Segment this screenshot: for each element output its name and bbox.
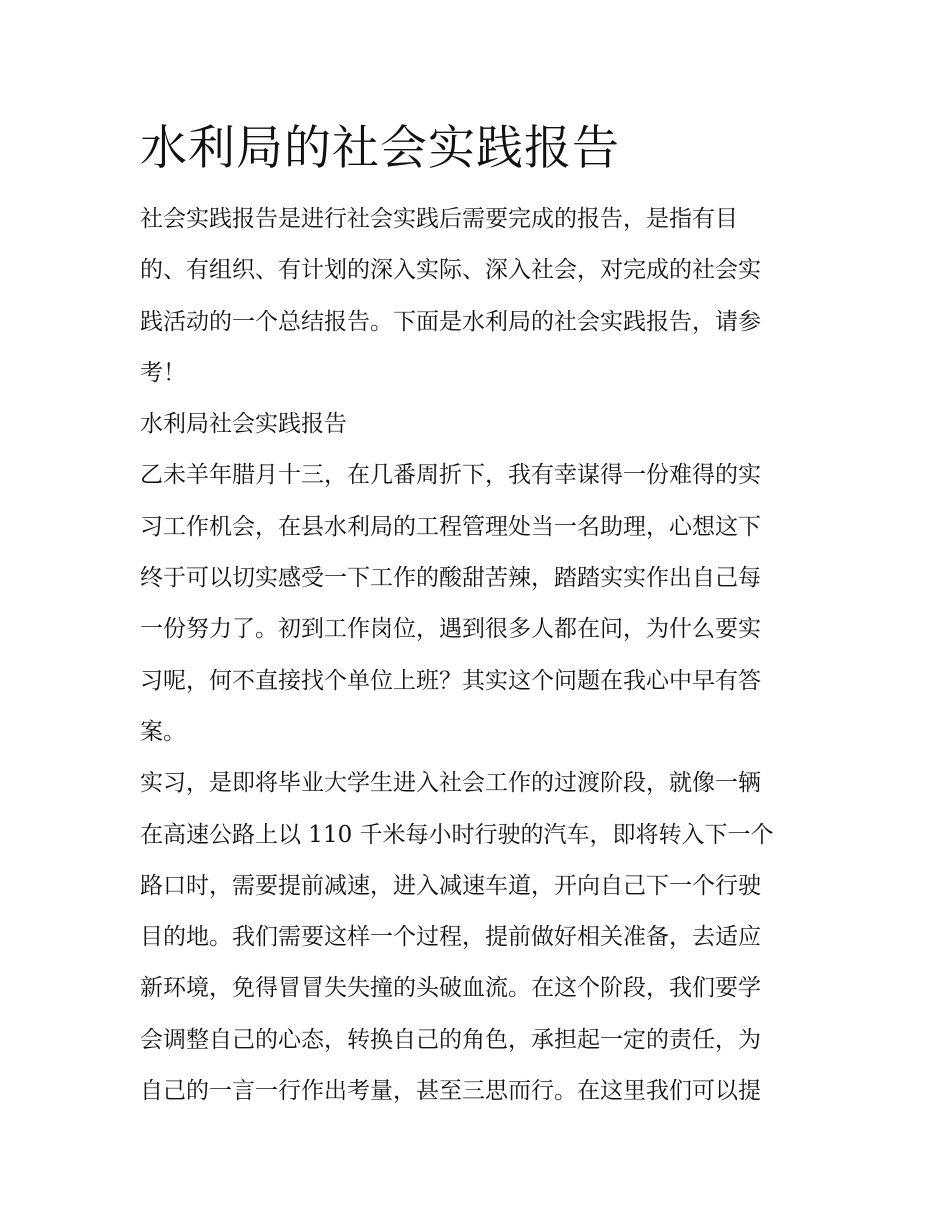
text-line: 实习，是即将毕业大学生进入社会工作的过渡阶段，就像一辆 <box>140 770 761 797</box>
text-line: 考！ <box>140 359 186 386</box>
text-line: 的、有组织、有计划的深入实际、深入社会，对完成的社会实 <box>140 257 761 284</box>
body-paragraph <box>140 758 820 1117</box>
text-line: 在高速公路上以 110 千米每小时行驶的汽车，即将转入下一个 <box>140 821 774 848</box>
text-line: 新环境，免得冒冒失失撞的头破血流。在这个阶段，我们要学 <box>140 975 761 1002</box>
text-line: 案。 <box>140 718 186 745</box>
text-line: 社会实践报告是进行社会实践后需要完成的报告，是指有目 <box>140 206 738 232</box>
text-line: 践活动的一个总结报告。下面是水利局的社会实践报告，请参 <box>140 308 761 335</box>
text-line: 自己的一言一行作出考量，甚至三思而行。在这里我们可以提 <box>140 1078 761 1105</box>
text-line: 习呢，何不直接找个单位上班？其实这个问题在我心中早有答 <box>140 667 761 694</box>
text-line: 会调整自己的心态，转换自己的角色，承担起一定的责任，为 <box>140 1026 761 1053</box>
text-line: 目的地。我们需要这样一个过程，提前做好相关准备，去适应 <box>140 924 761 951</box>
document-content <box>140 118 820 1117</box>
document-body <box>140 194 820 1117</box>
body-paragraph <box>140 450 820 758</box>
text-line: 水利局社会实践报告 <box>140 411 347 438</box>
text-line: 终于可以切实感受一下工作的酸甜苦辣，踏踏实实作出自己每 <box>140 565 761 592</box>
text-line: 习工作机会，在县水利局的工程管理处当一名助理，心想这下 <box>140 513 761 540</box>
intro-paragraph <box>140 194 820 399</box>
text-line: 一份努力了。初到工作岗位，遇到很多人都在问，为什么要实 <box>140 616 761 643</box>
text-line: 乙未羊年腊月十三，在几番周折下，我有幸谋得一份难得的实 <box>140 462 761 489</box>
text-line: 路口时，需要提前减速，进入减速车道，开向自己下一个行驶 <box>140 872 761 899</box>
section-heading <box>140 399 820 450</box>
document-title: 水利局的社会实践报告 <box>140 121 620 176</box>
